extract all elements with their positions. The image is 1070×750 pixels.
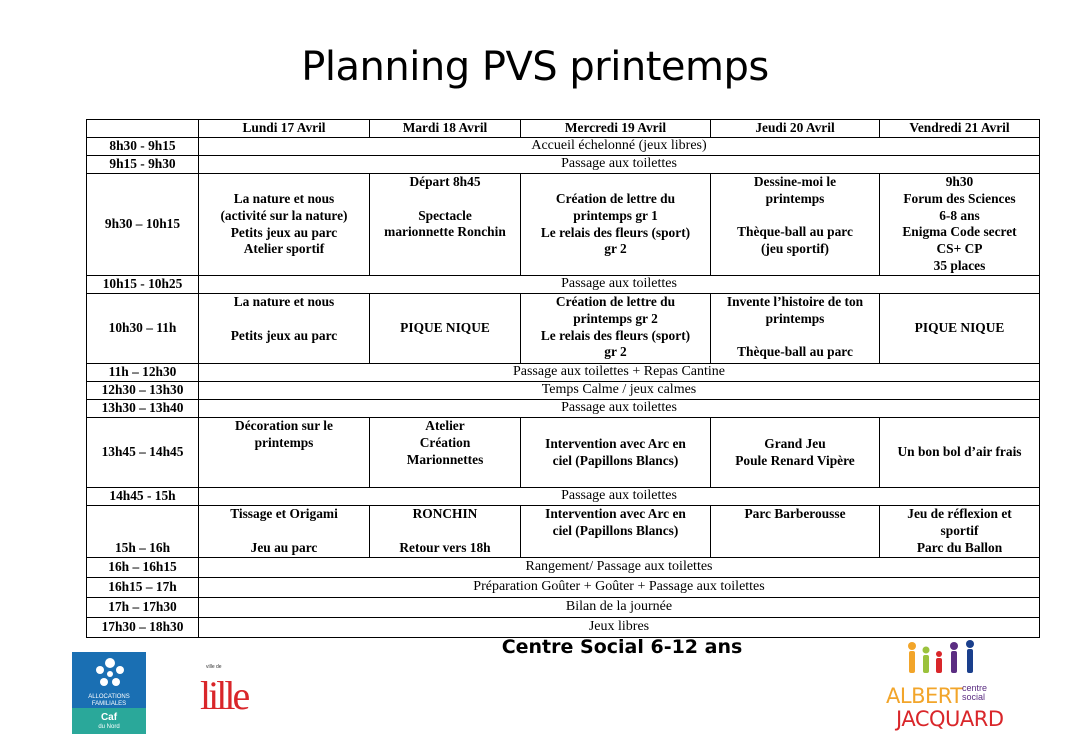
albert-jacquard-logo <box>886 640 1006 735</box>
time-slot: 15h – 16h <box>87 506 199 558</box>
activity-line: Décoration sur le <box>235 418 333 433</box>
activity-line: Parc du Ballon <box>916 539 1003 555</box>
activity-line: Intervention avec Arc en <box>545 506 686 521</box>
activity-line: 6-8 ans <box>939 207 980 223</box>
caf-family-icon <box>92 656 128 692</box>
time-slot: 10h15 - 10h25 <box>87 276 199 294</box>
activity-line: Forum des Sciences <box>903 190 1016 206</box>
activity-line: Jeu de réflexion et <box>907 506 1012 521</box>
schedule-row <box>87 400 1040 418</box>
activity-cell <box>880 418 1040 488</box>
caf-text: du Nord <box>98 724 120 730</box>
activity-line: Tissage et Origami <box>230 506 338 521</box>
activity-line <box>372 523 518 540</box>
centre-social-small <box>962 684 987 702</box>
schedule-row <box>87 598 1040 618</box>
activity-line: Départ 8h45 <box>409 174 481 189</box>
activity-cell <box>880 294 1040 364</box>
time-slot: 11h – 12h30 <box>87 364 199 382</box>
activity-line: gr 2 <box>604 344 627 360</box>
activity-line: Création de lettre du <box>555 190 676 206</box>
page-title: Planning PVS printemps <box>301 44 769 90</box>
activity-line: Dessine-moi le <box>753 174 837 189</box>
activity-line: La nature et nous <box>233 294 335 309</box>
caf-logo <box>72 652 146 734</box>
activity-cell <box>711 506 880 558</box>
activity-cell <box>370 418 521 488</box>
activity-line: Un bon bol d’air frais <box>897 444 1022 460</box>
lille-small-text: ville de <box>206 664 222 670</box>
activity-cell <box>711 418 880 488</box>
activity-line: printemps <box>765 310 825 326</box>
time-slot: 10h30 – 11h <box>87 294 199 364</box>
activity-line: Atelier sportif <box>243 241 325 257</box>
schedule-row <box>87 138 1040 156</box>
activity-cell <box>521 506 711 558</box>
lille-logo <box>200 664 248 720</box>
lille-word: lille <box>200 673 248 718</box>
schedule-row <box>87 174 1040 276</box>
time-slot: 16h15 – 17h <box>87 578 199 598</box>
shared-activity: Jeux libres <box>199 618 1040 638</box>
activity-line: sportif <box>940 522 979 538</box>
header-corner <box>87 120 199 138</box>
time-slot: 9h15 - 9h30 <box>87 156 199 174</box>
time-slot: 13h45 – 14h45 <box>87 418 199 488</box>
activity-line: PIQUE NIQUE <box>914 320 1005 336</box>
activity-line: Grand Jeu <box>764 435 826 451</box>
activity-line: Thèque-ball au parc <box>737 224 853 240</box>
activity-line: gr 2 <box>604 241 627 257</box>
family-figures-icon <box>904 640 984 684</box>
shared-activity: Passage aux toilettes + Repas Cantine <box>199 364 1040 382</box>
caf-text: ALLOCATIONS <box>88 694 130 700</box>
activity-cell <box>711 174 880 276</box>
activity-line: CS+ CP <box>936 241 983 257</box>
time-slot: 12h30 – 13h30 <box>87 382 199 400</box>
activity-line: Spectacle <box>418 207 472 223</box>
activity-line: Poule Renard Vipère <box>735 452 855 468</box>
activity-cell <box>370 174 521 276</box>
shared-activity: Passage aux toilettes <box>199 400 1040 418</box>
day-header: Lundi 17 Avril <box>199 120 370 138</box>
schedule-row <box>87 418 1040 488</box>
cs-line: social <box>962 692 986 702</box>
activity-line: Petits jeux au parc <box>230 327 338 343</box>
schedule-row <box>87 156 1040 174</box>
activity-cell <box>199 174 370 276</box>
activity-line <box>201 523 367 540</box>
shared-activity: Bilan de la journée <box>199 598 1040 618</box>
activity-cell <box>521 174 711 276</box>
activity-line: printemps <box>254 434 314 450</box>
activity-line: Création de lettre du <box>555 294 676 309</box>
shared-activity: Temps Calme / jeux calmes <box>199 382 1040 400</box>
shared-activity: Passage aux toilettes <box>199 276 1040 294</box>
day-header: Jeudi 20 Avril <box>711 120 880 138</box>
shared-activity: Passage aux toilettes <box>199 488 1040 506</box>
time-slot: 17h30 – 18h30 <box>87 618 199 638</box>
activity-line: RONCHIN <box>412 506 478 521</box>
schedule-row <box>87 578 1040 598</box>
activity-cell <box>370 506 521 558</box>
albert-word: ALBERT <box>886 684 963 708</box>
day-header: Mercredi 19 Avril <box>521 120 711 138</box>
activity-cell <box>880 174 1040 276</box>
shared-activity: Passage aux toilettes <box>199 156 1040 174</box>
activity-line: ciel (Papillons Blancs) <box>552 522 679 538</box>
centre-social-label: Centre Social 6-12 ans <box>501 636 743 658</box>
activity-line <box>372 191 518 208</box>
activity-cell <box>199 506 370 558</box>
activity-line: Marionnettes <box>406 451 484 467</box>
activity-line: PIQUE NIQUE <box>400 320 490 336</box>
schedule-row <box>87 364 1040 382</box>
schedule-row <box>87 276 1040 294</box>
schedule-row <box>87 618 1040 638</box>
activity-line: Le relais des fleurs (sport) <box>540 327 691 343</box>
activity-line: (jeu sportif) <box>760 241 830 257</box>
schedule-row <box>87 506 1040 558</box>
jacquard-word: JACQUARD <box>896 707 1004 731</box>
time-slot: 8h30 - 9h15 <box>87 138 199 156</box>
activity-line <box>713 328 877 345</box>
activity-line: Le relais des fleurs (sport) <box>540 224 691 240</box>
activity-line: La nature et nous <box>233 190 335 206</box>
activity-line: ciel (Papillons Blancs) <box>552 452 679 468</box>
activity-line: Création <box>419 434 471 450</box>
activity-line: Atelier <box>425 418 465 433</box>
activity-line: 9h30 <box>945 174 974 189</box>
activity-line <box>713 208 877 225</box>
activity-line: Petits jeux au parc <box>230 224 338 240</box>
day-header: Vendredi 21 Avril <box>880 120 1040 138</box>
activity-line: printemps <box>765 190 825 206</box>
activity-line: printemps gr 2 <box>573 310 658 326</box>
activity-line: 35 places <box>933 257 986 273</box>
activity-line: Jeu au parc <box>250 539 318 555</box>
header-row <box>87 120 1040 138</box>
activity-cell <box>370 294 521 364</box>
activity-cell <box>880 506 1040 558</box>
schedule-row <box>87 488 1040 506</box>
activity-cell <box>711 294 880 364</box>
shared-activity: Accueil échelonné (jeux libres) <box>199 138 1040 156</box>
schedule-row <box>87 382 1040 400</box>
activity-line: Intervention avec Arc en <box>545 435 686 451</box>
schedule-table <box>86 119 1040 638</box>
activity-line: Invente l’histoire de ton <box>726 294 864 309</box>
time-slot: 13h30 – 13h40 <box>87 400 199 418</box>
activity-line: Parc Barberousse <box>744 506 846 521</box>
time-slot: 17h – 17h30 <box>87 598 199 618</box>
activity-line: printemps gr 1 <box>573 207 658 223</box>
activity-line: Enigma Code secret <box>902 224 1017 240</box>
activity-cell <box>199 418 370 488</box>
cs-line: centre <box>962 683 988 693</box>
time-slot: 9h30 – 10h15 <box>87 174 199 276</box>
activity-cell <box>199 294 370 364</box>
activity-line: Retour vers 18h <box>399 539 491 555</box>
caf-text: FAMILIALES <box>91 701 127 707</box>
caf-text: Caf <box>100 712 118 723</box>
schedule-row <box>87 558 1040 578</box>
activity-cell <box>521 418 711 488</box>
activity-line: Thèque-ball au parc <box>737 344 853 360</box>
shared-activity: Préparation Goûter + Goûter + Passage aux toilettes <box>199 578 1040 598</box>
schedule-row <box>87 294 1040 364</box>
activity-line <box>201 311 367 328</box>
day-header: Mardi 18 Avril <box>370 120 521 138</box>
time-slot: 14h45 - 15h <box>87 488 199 506</box>
activity-cell <box>521 294 711 364</box>
activity-line: marionnette Ronchin <box>384 224 506 240</box>
time-slot: 16h – 16h15 <box>87 558 199 578</box>
shared-activity: Rangement/ Passage aux toilettes <box>199 558 1040 578</box>
activity-line: (activité sur la nature) <box>220 207 348 223</box>
